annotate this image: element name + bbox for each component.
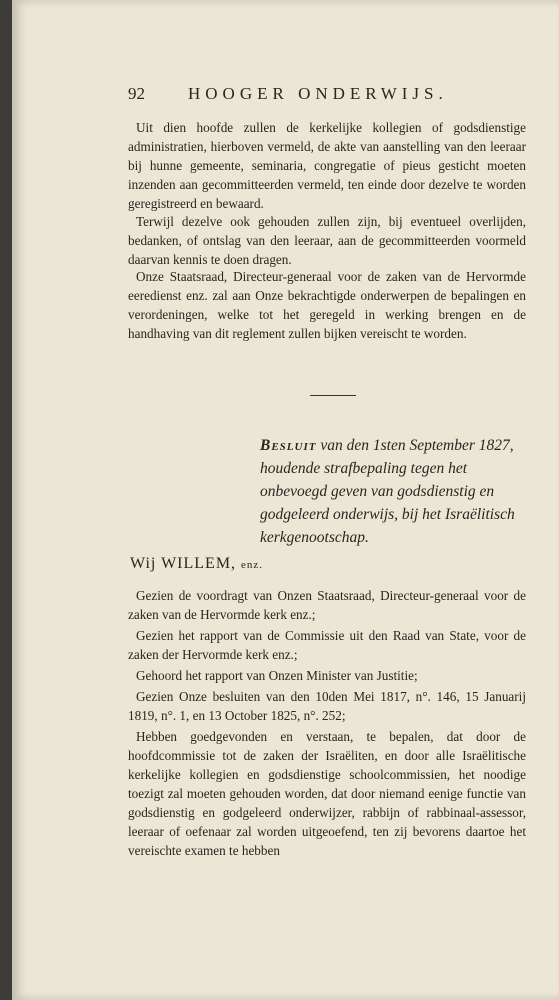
text-paragraph (128, 118, 526, 213)
section-divider (310, 395, 356, 396)
considering-voordragt: Gezien de voordragt van Onzen Staatsraad, Directeur-generaal voor de zaken van de Hervormde kerk enz.; (128, 588, 526, 622)
text-paragraph (128, 267, 526, 343)
page-number: 92 (128, 84, 145, 103)
royal-greeting (130, 555, 263, 573)
text-paragraph (128, 212, 526, 269)
greeting-suffix: enz. (241, 559, 264, 571)
paragraph-staatsraad: Onze Staatsraad, Directeur-generaal voor de zaken van de Hervormde eeredienst enz. zal aan Onze bekrachtigde onderwerpen de bepalingen en verordeningen, welke tot het geregeld in werking brengen en de handhaving van dit reglement zullen bijken vereischt te worden. (128, 269, 526, 341)
page-header (128, 84, 528, 110)
paragraph-overlijden: Terwijl dezelve ook gehouden zullen zijn, bij eventueel overlijden, bedanken, of ontslag van den leeraar, aan de gecommitteerden voormeld daarvan kennis te doen dragen. (128, 214, 526, 267)
considering-rapport: Gezien het rapport van de Commissie uit den Raad van State, voor de zaken der Hervormde kerk enz.; (128, 628, 526, 662)
considering-besluiten: Gezien Onze besluiten van den 10den Mei 1817, n°. 146, 15 Januarij 1819, n°. 1, en 13 October 1825, n°. 252; (128, 689, 526, 723)
heard-minister: Gehoord het rapport van Onzen Minister van Justitie; (136, 668, 418, 683)
book-page (12, 0, 559, 1000)
decree-lead: Besluit (260, 437, 317, 454)
running-title: HOOGER ONDERWIJS. (188, 84, 448, 103)
decree-body (128, 586, 526, 862)
paragraph-akte: Uit dien hoofde zullen de kerkelijke kollegien of godsdienstige administratien, hierboven vermeld, de akte van aanstelling van den leeraar bij hunne gemeente, seminaria, congregatie of pieus gesticht moeten inzenden aan gecommitteerden vermeld, ten einde door dezelve te worden geregistreerd en bewaard. (128, 120, 526, 211)
decree-title (260, 434, 530, 549)
decree-description: van den 1sten September 1827, houdende strafbepaling tegen het onbevoegd geven van godsdienstig en godgeleerd onderwijs, bij het Israëlitisch kerkgenootschap. (260, 437, 515, 546)
decision-paragraph: Hebben goedgevonden en verstaan, te bepalen, dat door de hoofdcommissie tot de zaken der Israëliten, en door alle Israëlitische kerkelijke kollegien en godsdienstige schoolcommissien, het noodige toezigt zal moeten gehouden worden, dat door niemand eenige functie van godsdienstig en godgeleerd onderwijzer, rabbijn of rabbinaal-assessor, leeraar of oefenaar zal worden uitgeoefend, ten zij bevorens daartoe het vereischte examen te hebben (128, 729, 526, 858)
greeting-name: Wij WILLEM, (130, 555, 237, 572)
